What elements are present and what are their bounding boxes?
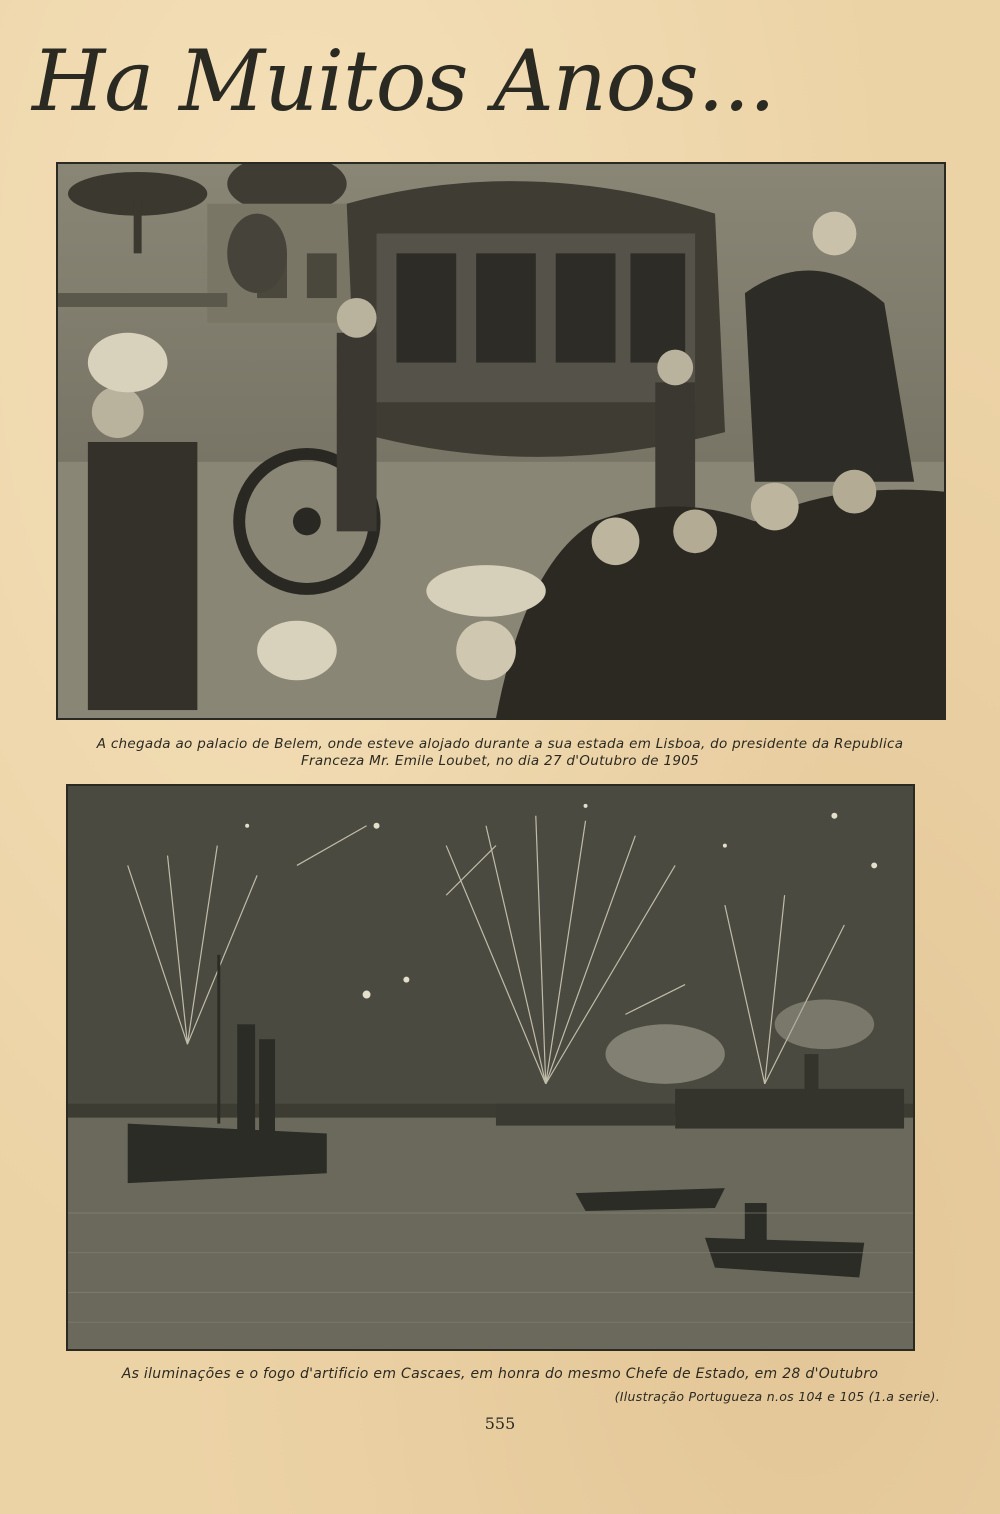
page-title: Ha Muitos Anos... <box>32 32 775 130</box>
top-figure-caption-continued: Franceza Mr. Emile Loubet, no dia 27 d'Outubro de 1905 <box>300 753 700 769</box>
bottom-figure-caption: As iluminações e o fogo d'artificio em Cascaes, em honra do mesmo Chefe de Estado, em 28 d'Outubro <box>121 1366 879 1382</box>
carriage-procession-illustration <box>56 162 946 720</box>
top-figure-caption: A chegada ao palacio de Belem, onde esteve alojado durante a sua estada em Lisboa, do presidente da Republica <box>96 736 904 752</box>
fireworks-harbour-illustration <box>66 784 915 1351</box>
source-credit: (Ilustração Portugueza n.os 104 e 105 (1.a serie). <box>614 1389 940 1404</box>
carriage-procession-drawing <box>58 164 944 718</box>
page-number: 555 <box>484 1414 516 1433</box>
fireworks-harbour-drawing <box>68 786 913 1349</box>
